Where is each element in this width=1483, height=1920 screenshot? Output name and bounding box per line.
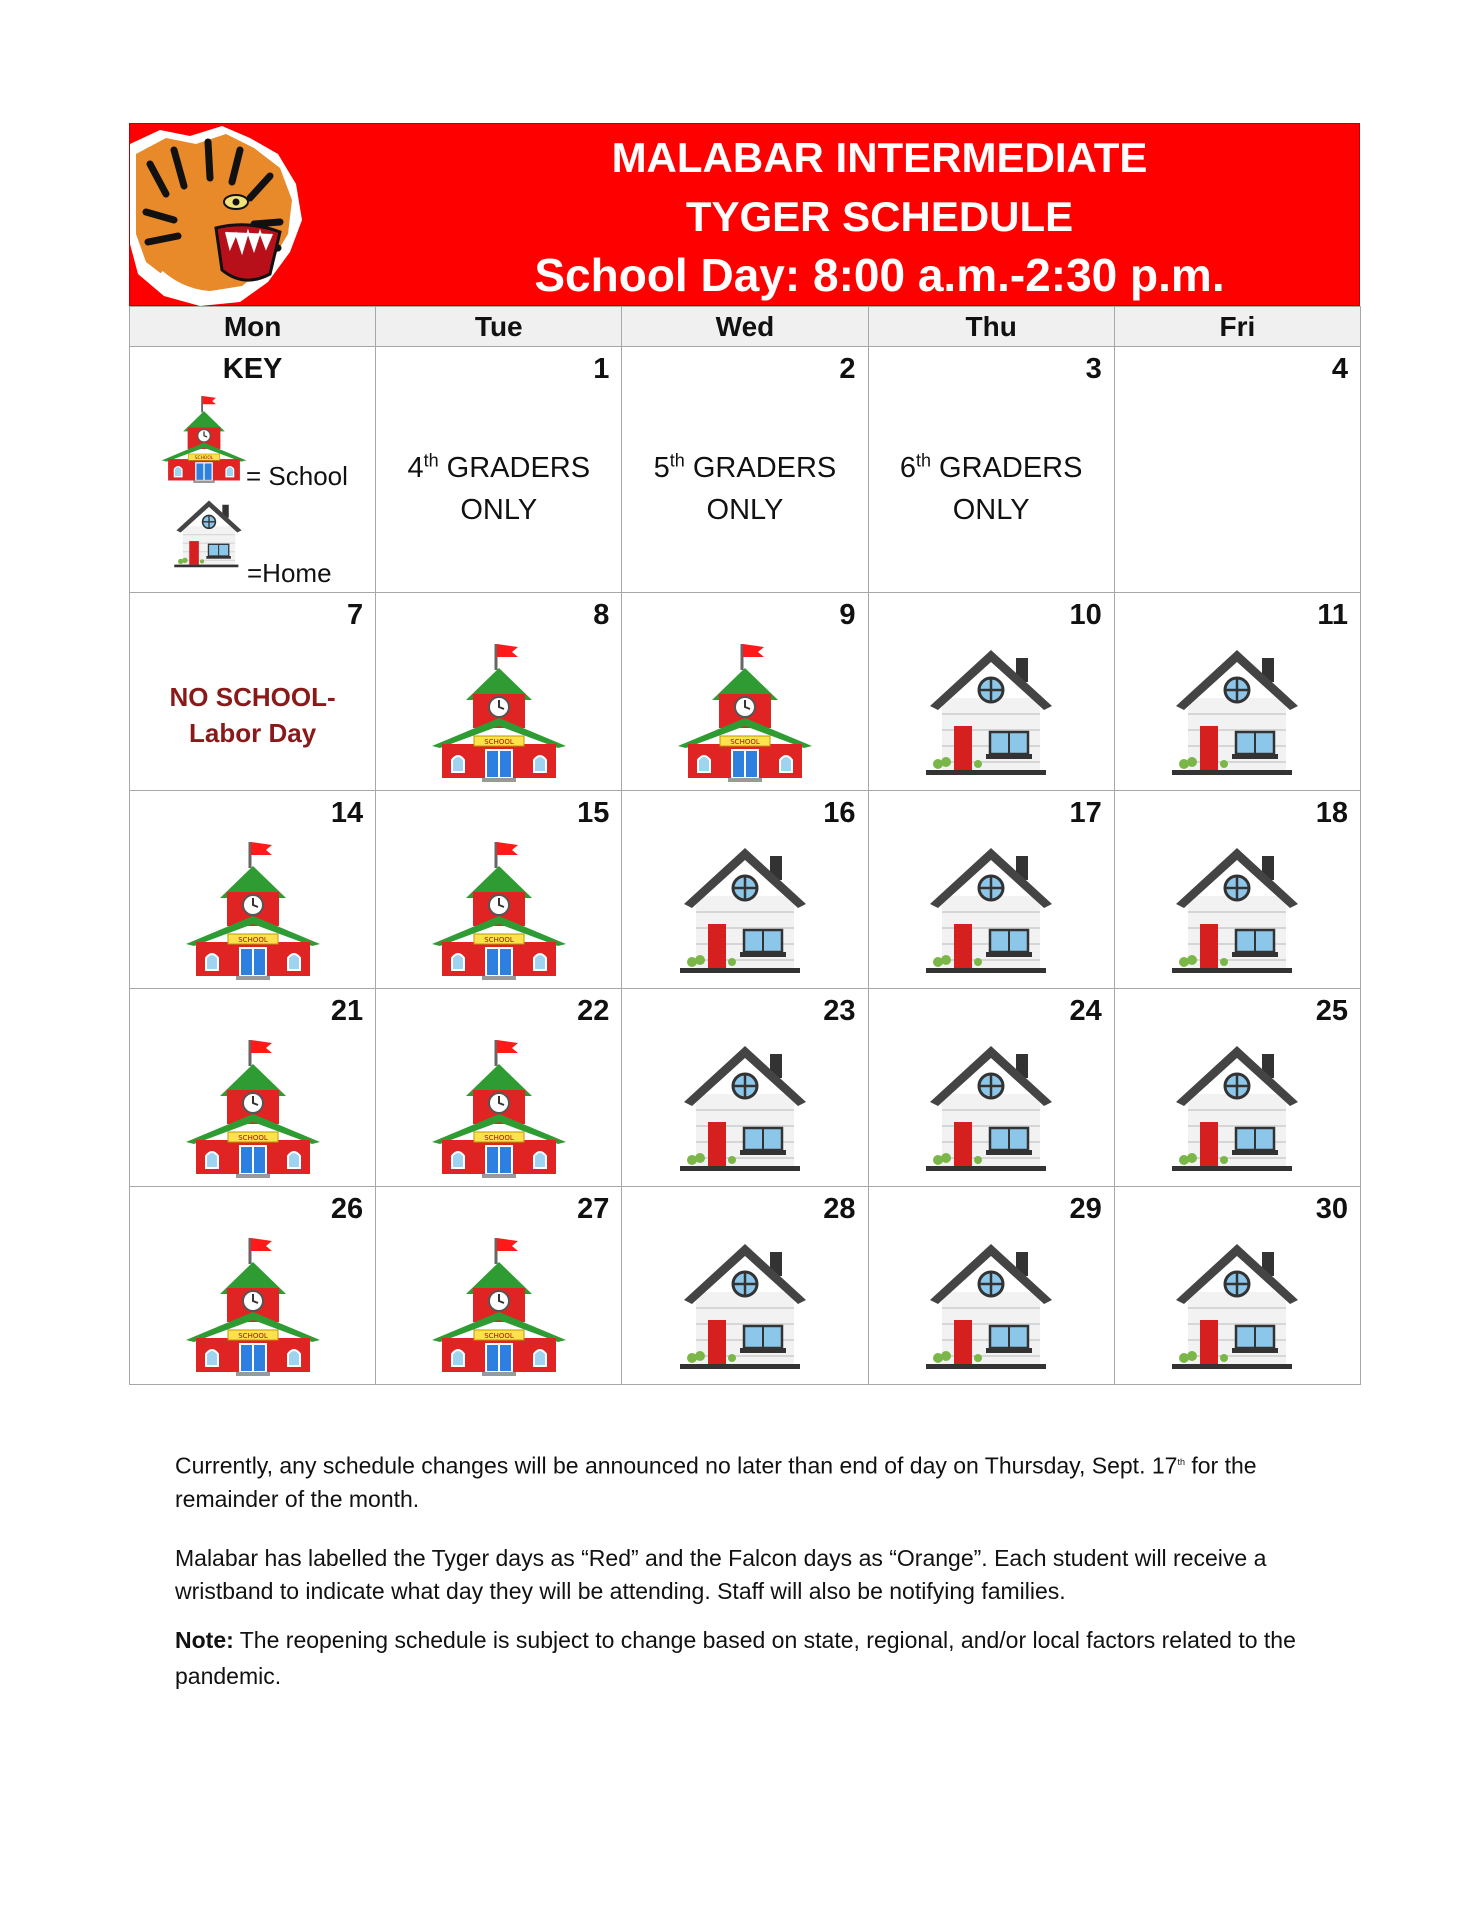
grade-note <box>869 447 1114 531</box>
day-number: 25 <box>1315 995 1348 1027</box>
grade-suffix: th <box>669 450 685 471</box>
key-school-label: = School <box>246 461 348 491</box>
school-icon <box>158 391 250 483</box>
day-number: 14 <box>330 797 364 829</box>
day-cell <box>130 1187 376 1385</box>
home-icon <box>918 1032 1064 1178</box>
week-row <box>130 593 1361 791</box>
day-cell <box>376 1187 622 1385</box>
day-number: 24 <box>1069 995 1102 1027</box>
week-row <box>130 791 1361 989</box>
grade-note <box>376 447 621 531</box>
school-icon <box>426 636 572 782</box>
school-name: MALABAR INTERMEDIATE <box>611 134 1148 181</box>
home-icon <box>672 834 818 980</box>
day-cell <box>868 989 1114 1187</box>
day-cell <box>376 347 622 593</box>
grade-only: ONLY <box>706 494 784 526</box>
weekday-thu: Thu <box>868 307 1114 347</box>
holiday-note <box>130 679 375 751</box>
note1-suffix: th <box>1177 1457 1185 1467</box>
home-icon <box>170 493 248 571</box>
note-label: Note: <box>175 1627 234 1653</box>
grade-word: GRADERS <box>438 452 591 484</box>
school-icon <box>180 1230 326 1376</box>
day-number: 23 <box>823 995 856 1027</box>
weekday-mon: Mon <box>130 307 376 347</box>
home-icon <box>672 1032 818 1178</box>
day-cell <box>376 989 622 1187</box>
day-number: 27 <box>577 1193 610 1225</box>
key-title: KEY <box>222 353 283 385</box>
weekday-tue: Tue <box>376 307 622 347</box>
day-number: 3 <box>1085 353 1102 385</box>
day-cell <box>1114 1187 1360 1385</box>
day-cell <box>622 347 868 593</box>
day-cell <box>622 1187 868 1385</box>
day-cell <box>622 593 868 791</box>
weekday-fri: Fri <box>1114 307 1360 347</box>
school-icon <box>426 834 572 980</box>
day-cell <box>622 989 868 1187</box>
week-row <box>130 989 1361 1187</box>
grade-only: ONLY <box>952 494 1030 526</box>
day-cell <box>1114 989 1360 1187</box>
day-number: 8 <box>593 599 610 631</box>
note1-text: Currently, any schedule changes will be announced no later than end of day on Thursday, Sept. 17 <box>175 1452 1178 1479</box>
school-day-hours: School Day: 8:00 a.m.-2:30 p.m. <box>534 249 1225 301</box>
school-icon <box>426 1032 572 1178</box>
day-cell <box>1114 347 1360 593</box>
day-number: 1 <box>593 353 610 385</box>
home-icon <box>1164 1230 1310 1376</box>
note3-text: The reopening schedule is subject to change based on state, regional, and/or local factors related to the pandemic. <box>175 1627 1296 1689</box>
grade-number: 6 <box>899 452 916 484</box>
day-cell <box>622 791 868 989</box>
day-number: 29 <box>1069 1193 1102 1225</box>
day-cell <box>868 791 1114 989</box>
week-row <box>130 347 1361 593</box>
home-icon <box>672 1230 818 1376</box>
day-cell <box>376 593 622 791</box>
grade-number: 5 <box>653 452 670 484</box>
day-cell <box>130 593 376 791</box>
school-icon <box>180 834 326 980</box>
calendar-grid <box>129 306 1361 1385</box>
day-number: 15 <box>577 797 610 829</box>
grade-word: GRADERS <box>684 452 837 484</box>
day-cell <box>1114 791 1360 989</box>
home-icon <box>1164 1032 1310 1178</box>
key-cell <box>130 347 376 593</box>
day-number: 21 <box>330 995 364 1027</box>
day-number: 16 <box>823 797 856 829</box>
grade-number: 4 <box>407 452 424 484</box>
day-cell <box>868 347 1114 593</box>
day-cell <box>868 1187 1114 1385</box>
day-number: 17 <box>1069 797 1102 829</box>
home-icon <box>918 1230 1064 1376</box>
grade-only: ONLY <box>460 494 538 526</box>
schedule-change-note <box>175 1446 1340 1516</box>
key-home-label: =Home <box>247 558 332 588</box>
schedule-title: TYGER SCHEDULE <box>685 193 1074 240</box>
day-number: 4 <box>1331 353 1348 385</box>
day-number: 18 <box>1315 797 1348 829</box>
day-number: 26 <box>330 1193 364 1225</box>
day-cell <box>130 989 376 1187</box>
grade-word: GRADERS <box>930 452 1083 484</box>
school-icon <box>180 1032 326 1178</box>
day-cell <box>130 791 376 989</box>
day-cell <box>376 791 622 989</box>
day-number: 9 <box>839 599 856 631</box>
day-color-note: Malabar has labelled the Tyger days as “Red” and the Falcon days as “Orange”. Each student will receive a wristband to indicate what day they will be attending. Staff will also be notifying families. <box>175 1545 1267 1604</box>
home-icon <box>1164 834 1310 980</box>
home-icon <box>918 834 1064 980</box>
header-banner <box>129 123 1360 306</box>
day-number: 28 <box>823 1193 856 1225</box>
day-number: 22 <box>577 995 610 1027</box>
home-icon <box>918 636 1064 782</box>
day-number: 11 <box>1317 599 1348 631</box>
day-number: 7 <box>347 599 364 631</box>
day-cell <box>1114 593 1360 791</box>
grade-suffix: th <box>423 450 439 471</box>
week-row <box>130 1187 1361 1385</box>
banner-title <box>440 128 1319 305</box>
day-number: 30 <box>1315 1193 1348 1225</box>
weekday-header-row <box>130 307 1361 347</box>
tiger-mascot-icon <box>130 124 305 307</box>
weekday-wed: Wed <box>622 307 868 347</box>
school-icon <box>426 1230 572 1376</box>
school-icon <box>672 636 818 782</box>
day-number: 10 <box>1069 599 1102 631</box>
grade-suffix: th <box>915 450 931 471</box>
reopening-note <box>175 1622 1340 1694</box>
holiday-line1: NO SCHOOL- <box>169 682 336 712</box>
note1-tail: for the remainder of the month. <box>175 1452 1257 1512</box>
day-number: 2 <box>839 353 856 385</box>
home-icon <box>1164 636 1310 782</box>
day-cell <box>868 593 1114 791</box>
holiday-line2: Labor Day <box>189 718 317 748</box>
grade-note <box>622 447 867 531</box>
